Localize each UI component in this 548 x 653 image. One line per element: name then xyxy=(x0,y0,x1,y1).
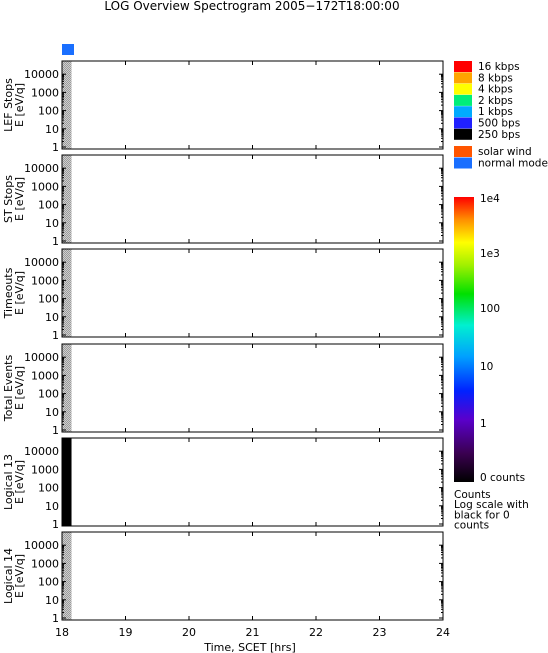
panel-4 xyxy=(2,344,443,437)
panel-5 xyxy=(2,438,443,531)
y-tick-label: 10000 xyxy=(24,351,59,365)
panel-2 xyxy=(2,155,443,248)
rate-swatch xyxy=(454,129,472,140)
x-tick-label: 21 xyxy=(245,626,260,639)
y-axis-label: ST Stops xyxy=(2,175,15,223)
rate-label: 16 kbps xyxy=(478,61,520,73)
x-tick-label: 19 xyxy=(118,626,133,639)
y-tick-label: 10 xyxy=(45,499,59,513)
panel-frame xyxy=(62,155,443,243)
mode-swatch xyxy=(454,146,472,157)
x-tick-label: 22 xyxy=(309,626,323,639)
y-tick-label: 1 xyxy=(52,424,59,437)
y-tick-label: 1 xyxy=(52,329,59,342)
y-axis-label-unit: E [eV/q] xyxy=(13,365,26,411)
rate-swatch xyxy=(454,72,472,83)
y-tick-label: 10000 xyxy=(24,445,59,459)
panel-6 xyxy=(2,532,443,625)
y-tick-label: 1 xyxy=(52,235,59,248)
y-tick-label: 10 xyxy=(45,593,59,607)
rate-swatch xyxy=(454,118,472,129)
y-tick-label: 10 xyxy=(45,310,59,324)
y-tick-label: 100 xyxy=(38,198,59,212)
y-axis-label-unit: E [eV/q] xyxy=(13,270,26,316)
y-axis-label: Timeouts xyxy=(2,267,15,319)
colorbar xyxy=(454,197,474,482)
mode-label: solar wind xyxy=(478,146,532,158)
panel-frame xyxy=(62,249,443,337)
mode-label: normal mode xyxy=(478,157,548,170)
panel-frame xyxy=(62,344,443,432)
mode-indicator xyxy=(62,44,74,55)
colorbar-caption: counts xyxy=(454,519,490,532)
y-tick-label: 1000 xyxy=(31,86,59,100)
y-axis-label-unit: E [eV/q] xyxy=(13,176,26,222)
y-axis-label-unit: E [eV/q] xyxy=(13,459,26,505)
y-tick-label: 10 xyxy=(45,216,59,230)
x-tick-label: 20 xyxy=(182,626,196,639)
rate-swatch xyxy=(454,84,472,95)
y-tick-label: 10000 xyxy=(24,162,59,176)
x-tick-label: 24 xyxy=(436,626,450,639)
y-tick-label: 1 xyxy=(52,612,59,625)
x-tick-label: 23 xyxy=(372,626,387,639)
rate-swatch xyxy=(454,95,472,106)
y-tick-label: 10 xyxy=(45,405,59,419)
panel-1 xyxy=(2,61,443,154)
y-tick-label: 100 xyxy=(38,387,59,401)
colorbar-tick-label: 1 xyxy=(480,418,487,430)
y-tick-label: 10 xyxy=(45,122,59,136)
panel-3 xyxy=(2,249,443,342)
y-axis-label-unit: E [eV/q] xyxy=(13,82,26,128)
y-axis-label: LEF Stops xyxy=(2,78,15,132)
rate-label: 8 kbps xyxy=(478,72,513,85)
panel-frame xyxy=(62,61,443,149)
colorbar-tick-label: 100 xyxy=(480,303,501,315)
panel-frame xyxy=(62,438,443,526)
y-tick-label: 1000 xyxy=(31,463,59,477)
y-tick-label: 10000 xyxy=(24,539,59,553)
rate-swatch xyxy=(454,106,472,117)
rate-label: 500 bps xyxy=(478,117,521,130)
y-tick-label: 1000 xyxy=(31,369,59,383)
y-axis-label: Logical 13 xyxy=(2,453,15,511)
y-tick-label: 100 xyxy=(38,575,59,589)
y-axis-label: Total Events xyxy=(2,354,15,422)
y-tick-label: 1000 xyxy=(31,557,59,571)
rate-label: 250 bps xyxy=(478,128,521,141)
chart-title: LOG Overview Spectrogram 2005−172T18:00:00 xyxy=(104,0,400,13)
y-tick-label: 10000 xyxy=(24,256,59,270)
rate-swatch xyxy=(454,61,472,72)
y-tick-label: 100 xyxy=(38,104,59,118)
colorbar-tick-label: 1e4 xyxy=(480,193,500,205)
y-tick-label: 1 xyxy=(52,518,59,531)
colorbar-tick-label: 10 xyxy=(480,361,494,373)
rate-label: 2 kbps xyxy=(478,94,513,107)
y-axis-label: Logical 14 xyxy=(2,547,15,605)
x-tick-label: 18 xyxy=(55,626,69,639)
colorbar-caption: black for 0 xyxy=(454,509,510,522)
y-tick-label: 100 xyxy=(38,481,59,495)
y-tick-label: 100 xyxy=(38,292,59,306)
y-axis-label-unit: E [eV/q] xyxy=(13,553,26,599)
colorbar-tick-label: 1e3 xyxy=(480,248,500,260)
panel-frame xyxy=(62,532,443,620)
y-tick-label: 1000 xyxy=(31,274,59,288)
colorbar-tick-label: 0 counts xyxy=(480,472,526,484)
x-axis-label: Time, SCET [hrs] xyxy=(204,641,296,653)
colorbar-caption: Log scale with xyxy=(454,499,529,512)
rate-label: 1 kbps xyxy=(478,106,513,119)
rate-label: 4 kbps xyxy=(478,83,513,96)
y-tick-label: 1 xyxy=(52,141,59,154)
mode-swatch xyxy=(454,158,472,169)
y-tick-label: 10000 xyxy=(24,68,59,82)
colorbar-caption: Counts xyxy=(454,489,491,501)
y-tick-label: 1000 xyxy=(31,180,59,194)
